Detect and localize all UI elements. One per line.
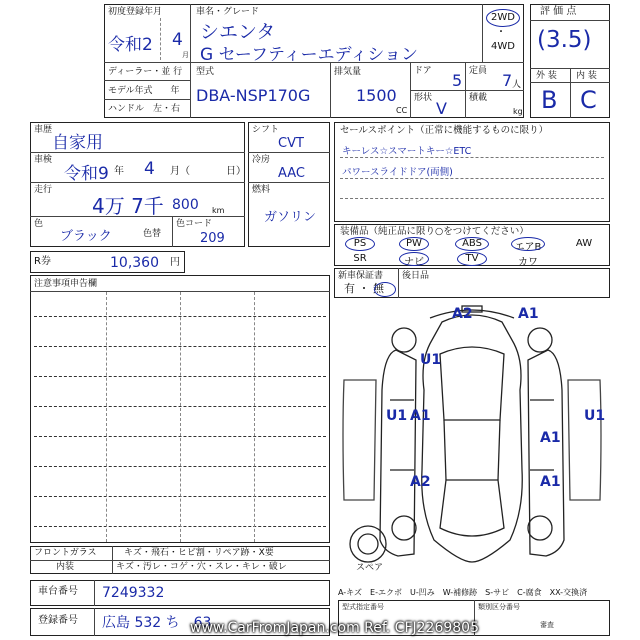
- car-name: シエンタ: [200, 21, 276, 43]
- usage-label: 車歴: [34, 125, 53, 135]
- equip-pw: PW: [406, 238, 422, 249]
- color-value: ブラック: [60, 229, 112, 244]
- damage-mark-a2-left-rear: A2: [410, 474, 431, 490]
- kanjo-label: 審査: [540, 621, 554, 629]
- interior-value: C: [580, 86, 597, 114]
- sales-line-1: キーレス☆スマートキー☆ETC: [342, 146, 472, 157]
- dealer-label: ディーラー・並 行: [108, 67, 183, 77]
- equip-sr: SR: [353, 253, 367, 264]
- damage-mark-u1-right-door: U1: [584, 408, 606, 424]
- door-value: 5: [452, 71, 463, 90]
- equipment-label: 装備品（純正品に限り○をつけてください）: [340, 226, 529, 237]
- damage-mark-u1-left-door: U1: [386, 408, 408, 424]
- equip-abs: ABS: [462, 238, 482, 249]
- model-code-label: 型式指定番号: [342, 603, 384, 611]
- inspection-era: 令和9: [64, 164, 109, 184]
- load-label: 積載: [469, 93, 488, 103]
- exterior-value: B: [541, 86, 558, 114]
- reg-month: 4: [172, 30, 183, 50]
- damage-mark-a1-front: A1: [518, 306, 539, 322]
- color-change-label: 色替: [143, 229, 162, 239]
- model-year-label: モデル年式 年: [108, 86, 180, 96]
- color-code-value: 209: [200, 231, 225, 246]
- inspection-month-unit: 月（: [170, 166, 190, 177]
- grade-name: G セーフティーエディション: [200, 45, 418, 65]
- color-label: 色: [34, 219, 44, 229]
- reg-month-unit: 月: [182, 51, 189, 59]
- km-unit: km: [212, 206, 225, 215]
- shape-label: 形状: [414, 93, 433, 103]
- shape-value: V: [436, 99, 447, 118]
- reg-era: 令和2: [108, 35, 153, 55]
- front-glass-label: フロントガラス: [34, 548, 97, 558]
- door-label: ドア: [414, 66, 432, 76]
- damage-mark-a1-right-rear: A1: [540, 430, 561, 446]
- grade-score: (3.5): [537, 27, 592, 53]
- warranty-none-circle: [374, 282, 396, 297]
- inspection-label: 車検: [34, 155, 53, 165]
- warranty-value: 有 ・ 無: [344, 282, 384, 295]
- watermark: www.CarFromJapan.com Ref. CFJ2269805: [190, 620, 479, 636]
- equip-airbag: エアB: [514, 242, 542, 253]
- equip-tv-circle: [457, 252, 487, 266]
- sales-line-2: パワースライドドア(両側): [342, 167, 453, 178]
- equip-navi-circle: [399, 252, 429, 266]
- equip-pw-circle: [399, 237, 429, 251]
- recycle-unit: 円: [170, 257, 180, 268]
- chassis-label: 車台番号: [38, 586, 78, 597]
- equip-airbag-circle: [511, 237, 545, 251]
- category-label: 類別区分番号: [478, 603, 520, 611]
- notes-label: 注意事項申告欄: [34, 279, 98, 289]
- reg-year-label: 初度登録年月: [108, 7, 163, 17]
- type-label: 型式: [196, 67, 215, 77]
- equip-navi: ナビ: [404, 257, 424, 268]
- usage-value: 自家用: [52, 133, 103, 153]
- mileage-label: 走行: [34, 185, 53, 195]
- equip-ps: PS: [353, 238, 367, 249]
- model-label: 車名・グレード: [196, 7, 260, 17]
- damage-mark-a1-left-door: A1: [410, 408, 431, 424]
- recycle-box: [30, 251, 185, 273]
- recycle-value: 10,360: [110, 255, 159, 271]
- ac-value: AAC: [278, 166, 305, 181]
- fuel-label: 燃料: [252, 185, 271, 195]
- front-glass-value: キズ・飛石・ヒビ割・リペア跡・X要: [124, 548, 274, 558]
- interior-condition-label: 内装: [56, 562, 75, 572]
- equip-aw: AW: [575, 238, 593, 249]
- shift-label: シフト: [252, 125, 280, 135]
- damage-mark-a1-right-rear-2: A1: [540, 474, 561, 490]
- recycle-label: R券: [34, 256, 51, 267]
- capacity-label: 定員: [469, 66, 488, 76]
- car-damage-diagram: [334, 300, 610, 580]
- equip-tv: TV: [465, 253, 479, 264]
- plate-label: 登録番号: [38, 615, 78, 626]
- later-label: 後日品: [402, 271, 430, 281]
- grade-label: 評 価 点: [540, 6, 577, 17]
- damage-mark-u1-left-front: U1: [420, 352, 442, 368]
- kg-unit: kg: [513, 107, 523, 116]
- plate-value: 広島 532 ち 63: [102, 615, 212, 631]
- cc-unit: CC: [396, 106, 408, 115]
- damage-legend: A-キズ E-エクボ U-凹み W-補修跡 S-サビ C-腐食 XX-交換済: [338, 588, 588, 597]
- ac-label: 冷房: [252, 155, 271, 165]
- interior-label: 内 装: [576, 71, 597, 81]
- mileage-value: 4万 7千: [92, 194, 164, 218]
- interior-condition-value: キズ・汚レ・コゲ・穴・スレ・キレ・破レ: [116, 562, 287, 572]
- equip-abs-circle: [455, 237, 489, 251]
- displacement-value: 1500: [356, 86, 397, 105]
- inspection-month: 4: [144, 159, 155, 179]
- capacity-value: 7: [502, 71, 513, 90]
- exterior-label: 外 装: [536, 71, 557, 81]
- capacity-unit: 人: [512, 80, 522, 90]
- handle-label: ハンドル 左・右: [108, 104, 181, 114]
- shift-value: CVT: [278, 136, 304, 151]
- equip-leather: カワ: [518, 257, 538, 268]
- sales-points-label: セールスポイント（正常に機能するものに限り）: [340, 125, 549, 136]
- mileage-small: 800: [172, 197, 199, 213]
- fuel-value: ガソリン: [264, 210, 317, 225]
- inspection-year-unit: 年: [114, 166, 124, 177]
- color-code-label: 色コード: [176, 219, 213, 229]
- chassis-value: 7249332: [102, 585, 165, 601]
- drive-4wd: 4WD: [491, 41, 515, 52]
- inspection-day-unit: 日）: [226, 166, 246, 177]
- spare-label: スペア: [356, 563, 384, 573]
- drive-2wd: 2WD: [491, 12, 515, 23]
- warranty-label: 新車保証書: [338, 271, 384, 281]
- damage-mark-a2-front: A2: [452, 306, 473, 322]
- type-value: DBA-NSP170G: [196, 86, 311, 105]
- drive-dot: ・: [496, 27, 506, 38]
- equip-ps-circle: [345, 237, 375, 251]
- displacement-label: 排気量: [334, 67, 362, 77]
